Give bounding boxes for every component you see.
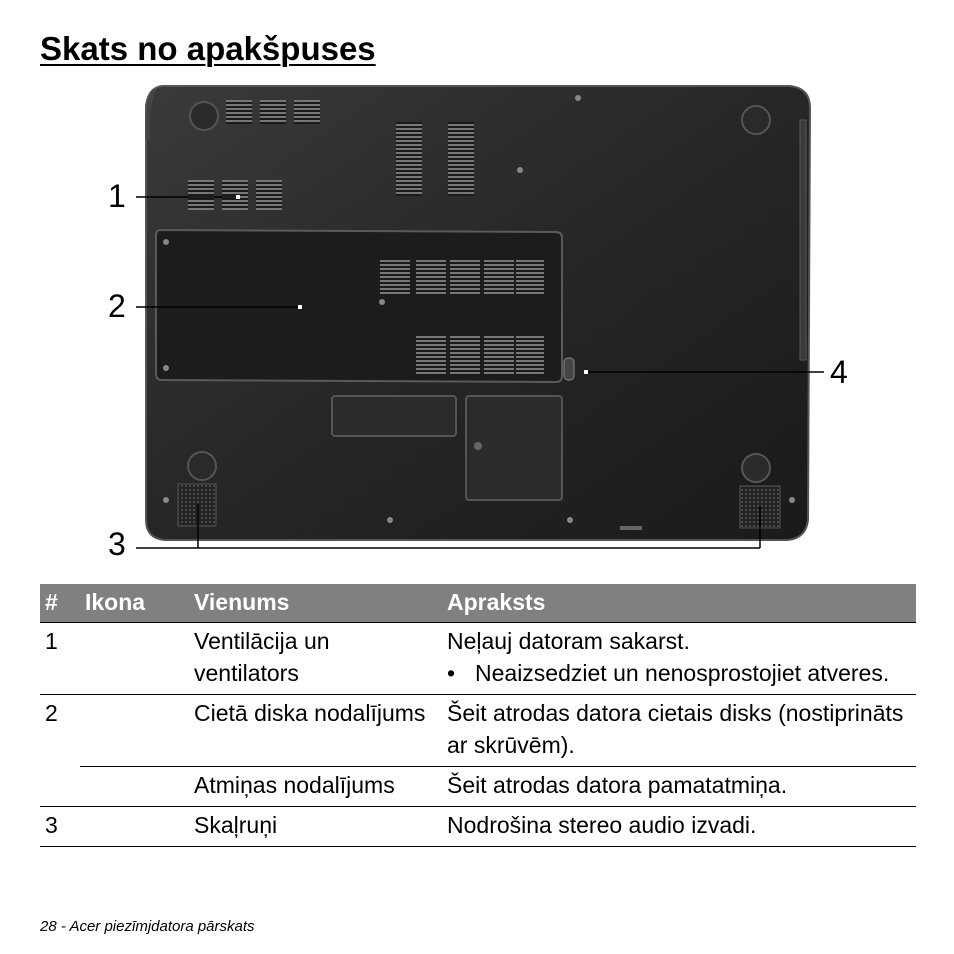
table-row [40, 807, 916, 847]
row-icon [80, 695, 189, 767]
row-item: Atmiņas nodalījums [189, 767, 442, 807]
row-num [40, 767, 80, 807]
row-description: Šeit atrodas datora cietais disks (nostiprināts ar skrūvēm). [442, 695, 916, 767]
col-header-description: Apraksts [442, 584, 916, 623]
row-description-text: Neļauj datoram sakarst. [447, 628, 690, 654]
table-row [40, 623, 916, 695]
fan-vent [188, 180, 214, 210]
row-item: Skaļruņi [189, 807, 442, 847]
row-item: Cietā diska nodalījums [189, 695, 442, 767]
row-description: Nodrošina stereo audio izvadi. [442, 807, 916, 847]
row-item: Ventilācija un ventilators [189, 623, 442, 695]
battery-latch [564, 358, 574, 380]
speaker-left [178, 484, 216, 526]
bullet-dot: • [447, 660, 456, 686]
row-num: 3 [40, 807, 80, 847]
laptop-bottom-illustration [100, 80, 860, 560]
callout-3: 3 [108, 526, 126, 562]
callout-4: 4 [830, 354, 848, 390]
page-title: Skats no apakšpuses [40, 30, 376, 67]
col-header-item: Vienums [189, 584, 442, 623]
row-num: 1 [40, 623, 80, 695]
bullet-item [447, 657, 911, 689]
table-header-row [40, 584, 916, 623]
laptop-bottom-figure [100, 80, 860, 560]
table-row [40, 767, 916, 807]
callout-1: 1 [108, 178, 126, 214]
row-description: Šeit atrodas datora pamatatmiņa. [442, 767, 916, 807]
col-header-num: # [40, 584, 80, 623]
row-num: 2 [40, 695, 80, 767]
row-icon [80, 767, 189, 807]
page-footer: 28 - Acer piezīmjdatora pārskats [40, 918, 255, 935]
table-row [40, 695, 916, 767]
row-description [442, 623, 916, 695]
row-icon [80, 623, 189, 695]
components-table [40, 584, 916, 847]
col-header-icon: Ikona [80, 584, 189, 623]
callout-2: 2 [108, 288, 126, 324]
row-icon [80, 807, 189, 847]
bullet-text: Neaizsedziet un nenosprostojiet atveres. [475, 660, 890, 686]
